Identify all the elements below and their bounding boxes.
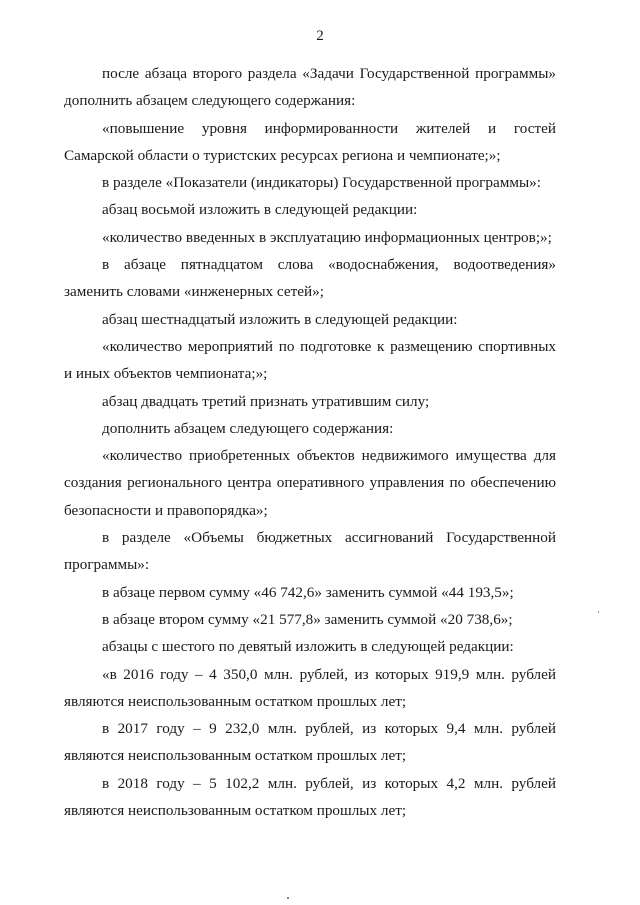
paragraph-2: «повышение уровня информированности жителей и гостей Самарской области о туристских ресурсах региона и чемпионате;»;	[64, 119, 556, 164]
paragraph-4: абзац восьмой изложить в следующей редакции:	[102, 201, 418, 219]
paragraph-8: «количество мероприятий по подготовке к размещению спортивных и иных объектов чемпионата;»;	[64, 337, 556, 383]
paragraph-16: «в 2016 году – 4 350,0 млн. рублей, из которых 919,9 млн. рублей являются неиспользованным остатком прошлых лет;	[64, 665, 556, 710]
scan-speck	[598, 611, 599, 613]
paragraph-11: «количество приобретенных объектов недвижимого имущества для создания регионального центра оперативного управления по обеспечению безопасности и правопорядка»;	[64, 447, 556, 519]
paragraph-10: дополнить абзацем следующего содержания:	[102, 419, 394, 437]
paragraph-15: абзацы с шестого по девятый изложить в следующей редакции:	[102, 638, 514, 656]
paragraph-7: абзац шестнадцатый изложить в следующей редакции:	[102, 310, 458, 328]
paragraph-13: в абзаце первом сумму «46 742,6» заменить суммой «44 193,5»;	[102, 583, 514, 601]
paragraph-12: в разделе «Объемы бюджетных ассигнований Государственной программы»:	[64, 529, 556, 574]
paragraph-5: «количество введенных в эксплуатацию информационных центров;»;	[102, 228, 552, 246]
document-body	[64, 60, 556, 824]
paragraph-18: в 2018 году – 5 102,2 млн. рублей, из которых 4,2 млн. рублей являются неиспользованным остатком прошлых лет;	[64, 774, 556, 820]
paragraph-17: в 2017 году – 9 232,0 млн. рублей, из которых 9,4 млн. рублей являются неиспользованным остатком прошлых лет;	[64, 720, 556, 765]
paragraph-6: в абзаце пятнадцатом слова «водоснабжения, водоотведения» заменить словами «инженерных сетей»;	[64, 256, 556, 301]
scan-speck-bottom	[287, 897, 289, 899]
paragraph-1: после абзаца второго раздела «Задачи Государственной программы» дополнить абзацем следующего содержания:	[64, 65, 556, 110]
paragraph-3: в разделе «Показатели (индикаторы) Государственной программы»:	[102, 174, 541, 192]
paragraph-9: абзац двадцать третий признать утратившим силу;	[102, 392, 430, 410]
paragraph-14: в абзаце втором сумму «21 577,8» заменить суммой «20 738,6»;	[102, 610, 513, 628]
page-number: 2	[316, 28, 324, 44]
